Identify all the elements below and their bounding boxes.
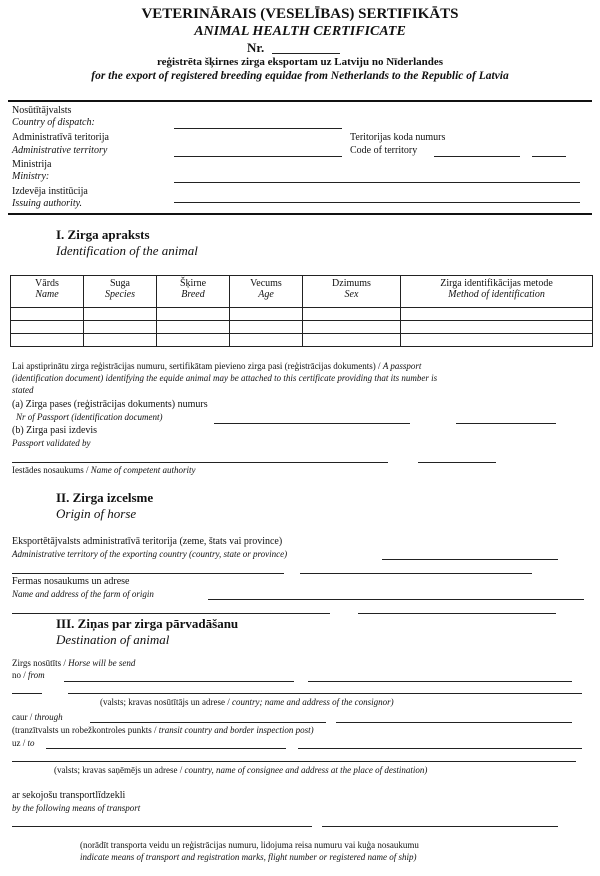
table-cell[interactable] (157, 308, 230, 321)
issuing-authority-label-lv: Izdevēja institūcija (12, 186, 88, 197)
from-label-en: from (28, 670, 45, 680)
certificate-title-lv: VETERINĀRAIS (VESELĪBAS) SERTIFIKĀTS (141, 6, 459, 22)
certificate-title-en: ANIMAL HEALTH CERTIFICATE (194, 24, 406, 39)
farm-address-label-lv: Fermas nosaukums un adrese (12, 576, 130, 587)
transport-field-2[interactable] (322, 826, 558, 827)
section2-title-lv: II. Zirga izcelsme (56, 490, 154, 505)
col-age-en: Age (258, 289, 274, 300)
ministry-label-lv: Ministrija (12, 159, 52, 170)
certificate-nr-label: Nr. (247, 40, 265, 55)
admin-territory-label-lv: Administratīvā teritorija (12, 132, 109, 143)
transport-label-lv: ar sekojošu transportlīdzekli (12, 790, 126, 801)
export-admin-field-2[interactable] (12, 573, 284, 574)
col-age-lv: Vecums (250, 278, 282, 289)
competent-authority-label (12, 465, 195, 476)
ministry-field[interactable] (174, 182, 580, 183)
transport-note-en: indicate means of transport and registration marks, flight number or registered name of ship) (80, 852, 417, 862)
farm-address-field[interactable] (208, 599, 584, 600)
admin-territory-field[interactable] (174, 156, 342, 157)
table-cell[interactable] (11, 321, 84, 334)
section3-title-en: Destination of animal (56, 632, 170, 647)
passport-validated-label-en: Passport validated by (12, 438, 91, 448)
export-admin-label-lv: Eksportētājvalsts administratīvā teritorija (zeme, štats vai province) (12, 536, 283, 547)
col-identification-method-lv: Zirga identifikācijas metode (440, 278, 553, 289)
farm-address-field-3[interactable] (358, 613, 556, 614)
horse-send-label-en: Horse will be send (68, 658, 136, 668)
passport-number-field[interactable] (214, 423, 410, 424)
passport-validated-label-lv: (b) Zirga pasi izdevis (12, 425, 98, 436)
col-breed-lv: Šķirne (179, 278, 207, 289)
transport-label-en: by the following means of transport (12, 803, 141, 813)
through-field[interactable] (90, 722, 326, 723)
table-cell[interactable] (157, 321, 230, 334)
table-cell[interactable] (230, 308, 303, 321)
consignor-note-lv: (valsts; kravas nosūtītājs un adrese / (100, 697, 230, 707)
col-sex (303, 276, 401, 308)
col-age (230, 276, 303, 308)
country-dispatch-label-lv: Nosūtītājvalsts (12, 105, 72, 116)
through-label (12, 712, 63, 723)
table-cell[interactable] (401, 321, 593, 334)
from-field[interactable] (64, 681, 294, 682)
consignee-note-lv: (valsts; kravas saņēmējs un adrese / (54, 765, 183, 775)
col-species-en: Species (105, 289, 135, 300)
col-name-lv: Vārds (35, 278, 59, 289)
section1-title-lv: I. Zirga apraksts (56, 227, 150, 242)
from-label-lv: no / (12, 670, 26, 680)
col-breed (157, 276, 230, 308)
passport-note-en-a: A passport (382, 361, 422, 371)
section1-title-en: Identification of the animal (56, 243, 198, 258)
horse-send-label (12, 658, 135, 669)
to-label-en: to (27, 738, 35, 748)
transport-note-lv: (norādīt transporta veidu un reģistrācijas numuru, lidojuma reisa numuru vai kuģa nosaukumu (80, 840, 419, 850)
table-cell[interactable] (230, 321, 303, 334)
table-row (11, 308, 593, 321)
from-field-4[interactable] (68, 693, 582, 694)
passport-note-en-c: stated (12, 385, 34, 395)
passport-number-label-en: Nr of Passport (identification document) (16, 412, 163, 422)
dispatch-divider (8, 213, 592, 215)
table-cell[interactable] (230, 334, 303, 347)
col-breed-en: Breed (181, 289, 205, 300)
farm-address-label-en: Name and address of the farm of origin (12, 589, 154, 599)
through-label-lv: caur / (12, 712, 33, 722)
table-cell[interactable] (84, 334, 157, 347)
consignor-note-en: country; name and address of the consignor) (231, 697, 394, 707)
territory-code-label-en: Code of territory (350, 145, 418, 156)
export-admin-label-en: Administrative territory of the exporting country (country, state or province) (12, 549, 288, 559)
passport-number-field-extra[interactable] (456, 423, 556, 424)
admin-territory-label-en: Administrative territory (12, 145, 108, 156)
territory-code-field[interactable] (434, 156, 520, 157)
col-name (11, 276, 84, 308)
competent-authority-label-lv: Iestādes nosaukums / (12, 465, 89, 475)
table-cell[interactable] (303, 334, 401, 347)
table-cell[interactable] (401, 308, 593, 321)
table-cell[interactable] (11, 334, 84, 347)
col-identification-method-en: Method of identification (448, 289, 545, 300)
from-field-3[interactable] (12, 693, 42, 694)
table-cell[interactable] (11, 308, 84, 321)
certificate-subtitle-lv: reģistrēta šķirnes zirga eksportam uz Latviju no Nīderlandes (156, 56, 444, 68)
to-field-2[interactable] (298, 748, 582, 749)
table-cell[interactable] (303, 308, 401, 321)
transport-field[interactable] (12, 826, 312, 827)
transit-note (12, 725, 314, 736)
country-dispatch-field[interactable] (174, 128, 342, 129)
transit-note-lv: (tranzītvalsts un robežkontroles punkts / (12, 725, 157, 735)
consignor-note (100, 697, 394, 708)
country-dispatch-label-en: Country of dispatch: (12, 117, 95, 128)
farm-address-field-2[interactable] (12, 613, 330, 614)
ministry-label-en: Ministry: (12, 171, 50, 182)
passport-validated-field-extra[interactable] (418, 462, 496, 463)
table-row (11, 334, 593, 347)
header-divider (8, 100, 592, 102)
table-cell[interactable] (303, 321, 401, 334)
consignee-note-en: country, name of consignee and address at the place of destination) (184, 765, 428, 775)
col-sex-en: Sex (344, 289, 359, 300)
issuing-authority-label-en: Issuing authority. (12, 198, 83, 209)
col-name-en: Name (35, 289, 59, 300)
passport-note (12, 361, 592, 372)
identification-table-header (11, 276, 593, 308)
through-field-2[interactable] (336, 722, 572, 723)
col-species (84, 276, 157, 308)
issuing-authority-field[interactable] (174, 202, 580, 203)
to-label-lv: uz / (12, 738, 26, 748)
to-field[interactable] (46, 748, 286, 749)
from-label (12, 670, 45, 681)
consignee-note (54, 765, 427, 776)
competent-authority-label-en: Name of competent authority (90, 465, 196, 475)
territory-code-label-lv: Teritorijas koda numurs (350, 132, 446, 143)
certificate-subtitle-en: for the export of registered breeding equidae from Netherlands to the Republic of Latvia (91, 70, 509, 82)
passport-number-label-lv: (a) Zirga pases (reģistrācijas dokuments) numurs (12, 399, 208, 410)
from-field-2[interactable] (308, 681, 572, 682)
to-label (12, 738, 35, 749)
table-cell[interactable] (84, 308, 157, 321)
section3-title-lv: III. Ziņas par zirga pārvadāšanu (56, 616, 239, 631)
certificate-nr-field[interactable] (272, 53, 340, 54)
horse-send-label-lv: Zirgs nosūtīts / (12, 658, 66, 668)
passport-note-en-b: (identification document) identifying the equide animal may be attached to this certificate providing that its number is (12, 373, 438, 383)
territory-code-field-extra[interactable] (532, 156, 566, 157)
col-species-lv: Suga (110, 278, 130, 289)
export-admin-field-3[interactable] (300, 573, 532, 574)
table-cell[interactable] (401, 334, 593, 347)
table-row (11, 321, 593, 334)
export-admin-field[interactable] (382, 559, 558, 560)
through-label-en: through (34, 712, 63, 722)
passport-note-lv: Lai apstiprinātu zirga reģistrācijas numuru, sertifikātam pievieno zirga pasi (reģistrācijas dokuments) / (12, 361, 381, 371)
section2-title-en: Origin of horse (56, 506, 137, 521)
table-cell[interactable] (84, 321, 157, 334)
col-sex-lv: Dzimums (332, 278, 371, 289)
passport-validated-field[interactable] (12, 462, 388, 463)
transit-note-en: transit country and border inspection post) (158, 725, 314, 735)
to-field-3[interactable] (12, 761, 576, 762)
table-cell[interactable] (157, 334, 230, 347)
col-identification-method (401, 276, 593, 308)
identification-table (10, 275, 593, 347)
